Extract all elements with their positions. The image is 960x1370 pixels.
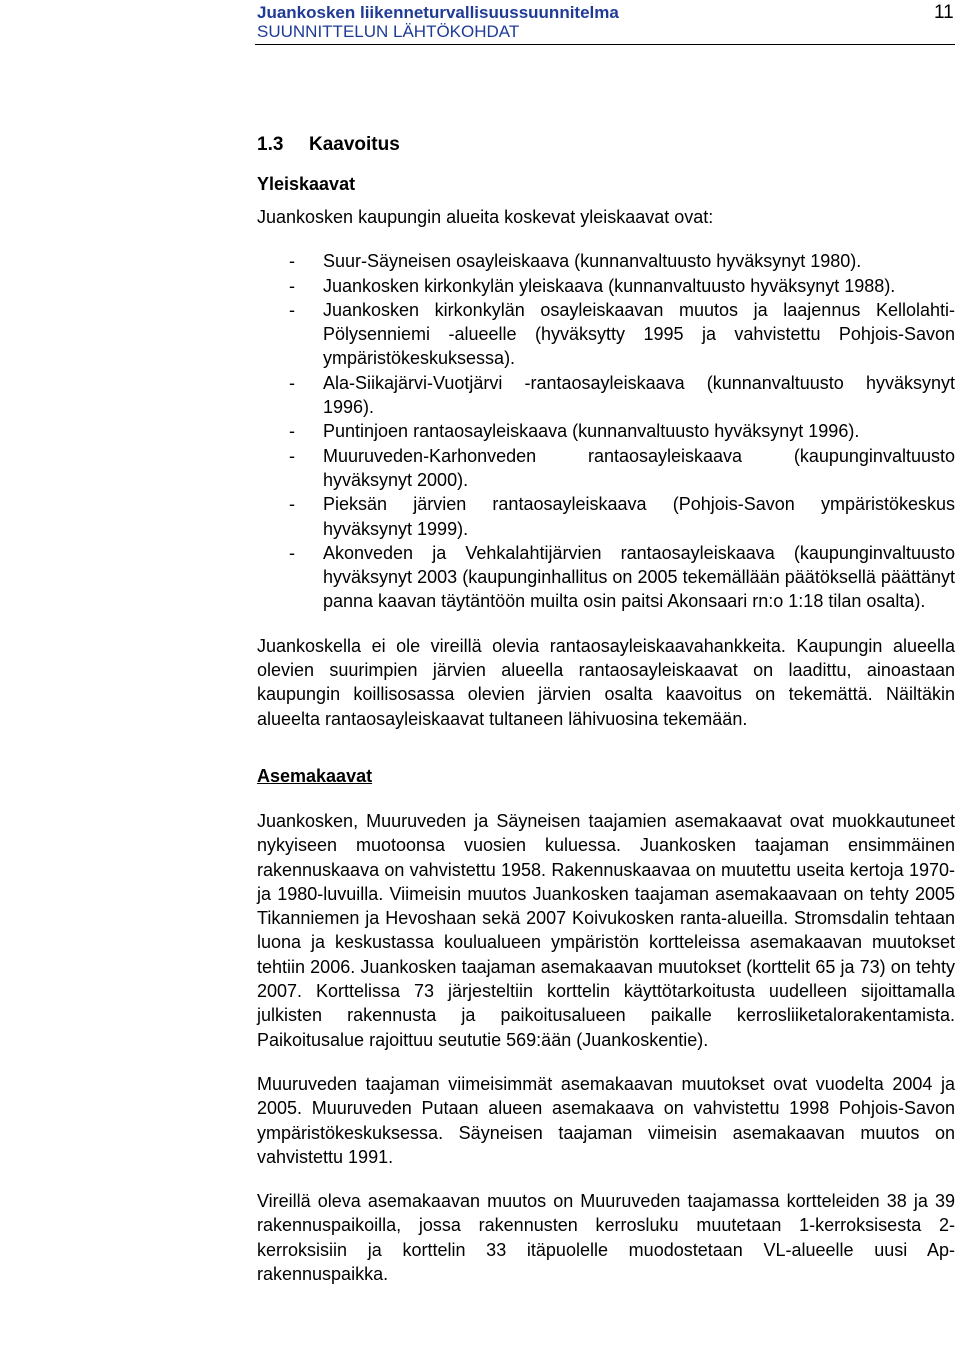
list-dash: - (289, 445, 295, 466)
yleiskaavat-intro: Juankosken kaupungin alueita koskevat yleiskaavat ovat: (257, 207, 714, 227)
list-dash: - (289, 542, 295, 563)
list-item (257, 419, 955, 443)
list-item (257, 444, 955, 493)
list-item (257, 541, 955, 614)
page-content (257, 131, 955, 1286)
section-title: Kaavoitus (309, 134, 400, 155)
yleiskaavat-list (257, 249, 955, 613)
header-subtitle: SUUNNITTELUN LÄHTÖKOHDAT (257, 22, 520, 41)
list-item-text: Muuruveden-Karhonveden rantaosayleiskaava (kaupunginvaltuusto hyväksynyt 2000). (323, 445, 955, 490)
yleiskaavat-paragraph: Juankoskella ei ole vireillä olevia rantaosayleiskaavahankkeita. Kaupungin alueella olevien suurimpien järvien alueella rantaosayleiskaavat on laadittu, ainoastaan kaupungin koillisosassa olevien järvien osalta kaavoitus on tekemättä. Näiltäkin alueelta rantaosayleiskaavat tultaneen lähivuosina tekemään. (257, 635, 955, 729)
page-number: 11 (934, 2, 954, 23)
list-item-text: Puntinjoen rantaosayleiskaava (kunnanvaltuusto hyväksynyt 1996). (323, 421, 860, 442)
list-item (257, 249, 955, 273)
asemakaavat-paragraph-2: Muuruveden taajaman viimeisimmät asemakaavan muutokset ovat vuodelta 2004 ja 2005. Muuruveden Putaan alueen asemakaava on vahvistettu 1998 Pohjois-Savon ympäristökeskuksessa. Säyneisen taajaman viimeisin asemakaavan muutos on vahvistettu 1991. (257, 1073, 955, 1167)
section-number: 1.3 (257, 134, 284, 155)
list-item-text: Juankosken kirkonkylän osayleiskaavan muutos ja laajennus Kellolahti-Pölysenniemi -alueelle (hyväksytty 1995 ja vahvistettu Pohjois-Savon ympäristökeskuksessa). (323, 299, 955, 369)
header-divider (255, 44, 955, 45)
yleiskaavat-heading: Yleiskaavat (257, 174, 356, 194)
asemakaavat-paragraph-3: Vireillä oleva asemakaavan muutos on Muuruveden taajamassa kortteleiden 38 ja 39 rakennuspaikoilla, jossa rakennusten kerrosluku muutetaan 1-kerroksisesta 2-kerroksisiin ja korttelin 33 itäpuolelle muodostetaan VL-alueelle uusi Ap-rakennuspaikka. (257, 1191, 955, 1284)
list-dash: - (289, 421, 295, 442)
list-item-text: Ala-Siikajärvi-Vuotjärvi -rantaosayleiskaava (kunnanvaltuusto hyväksynyt 1996). (323, 372, 955, 418)
list-dash: - (289, 251, 295, 272)
list-dash: - (289, 494, 295, 515)
asemakaavat-heading: Asemakaavat (257, 765, 373, 786)
asemakaavat-paragraph-1: Juankosken, Muuruveden ja Säyneisen taajamien asemakaavat ovat muokkautuneet nykyiseen muotoonsa vuosien kuluessa. Juankosken taajaman ensimmäinen rakennuskaava on vahvistettu 1958. Rakennuskaavaa on muutettu useita kertoja 1970- ja 1980-luvuilla. Viimeisin muutos Juankosken taajaman asemakaavaan on tehty 2005 Tikanniemen ja Hevoshaan sekä 2007 Koivukosken ranta-alueilla. Stromsdalin tehtaan luona ja keskustassa koulualueen ympäristön kortteleissa asemakaavan muutokset tehtiin 2006. Juankosken taajaman asemakaavan muutokset (korttelit 65 ja 73) on tehty 2007. Korttelissa 73 järjesteltiin korttelin käyttötarkoitusta uudelleen sijoittamalla julkisten rakennusta ja paikoitusalueen paikalle kerrosliiketalorakentamista. Paikoitusalue rajoittuu seututie 569:ään (Juankoskentie). (257, 810, 955, 1050)
list-dash: - (289, 275, 295, 296)
list-item (257, 298, 955, 371)
list-item (257, 371, 955, 420)
section-heading (257, 131, 955, 159)
list-item (257, 492, 955, 541)
list-item-text: Pieksän järvien rantaosayleiskaava (Pohjois-Savon ympäristökeskus hyväksynyt 1999). (323, 494, 955, 539)
list-item (257, 274, 955, 298)
list-item-text: Suur-Säyneisen osayleiskaava (kunnanvaltuusto hyväksynyt 1980). (323, 251, 862, 272)
list-dash: - (289, 299, 295, 320)
header-title: Juankosken liikenneturvallisuussuunnitelma (257, 3, 619, 22)
list-item-text: Juankosken kirkonkylän yleiskaava (kunnanvaltuusto hyväksynyt 1988). (323, 275, 896, 296)
list-dash: - (289, 372, 295, 393)
list-item-text: Akonveden ja Vehkalahtijärvien rantaosayleiskaava (kaupunginvaltuusto hyväksynyt 2003 (kaupunginhallitus on 2005 tekemällään päätöksellä päättänyt panna kaavan täytäntöön muilta osin paitsi Akonsaari rn:o 1:18 tilan osalta). (323, 542, 955, 612)
